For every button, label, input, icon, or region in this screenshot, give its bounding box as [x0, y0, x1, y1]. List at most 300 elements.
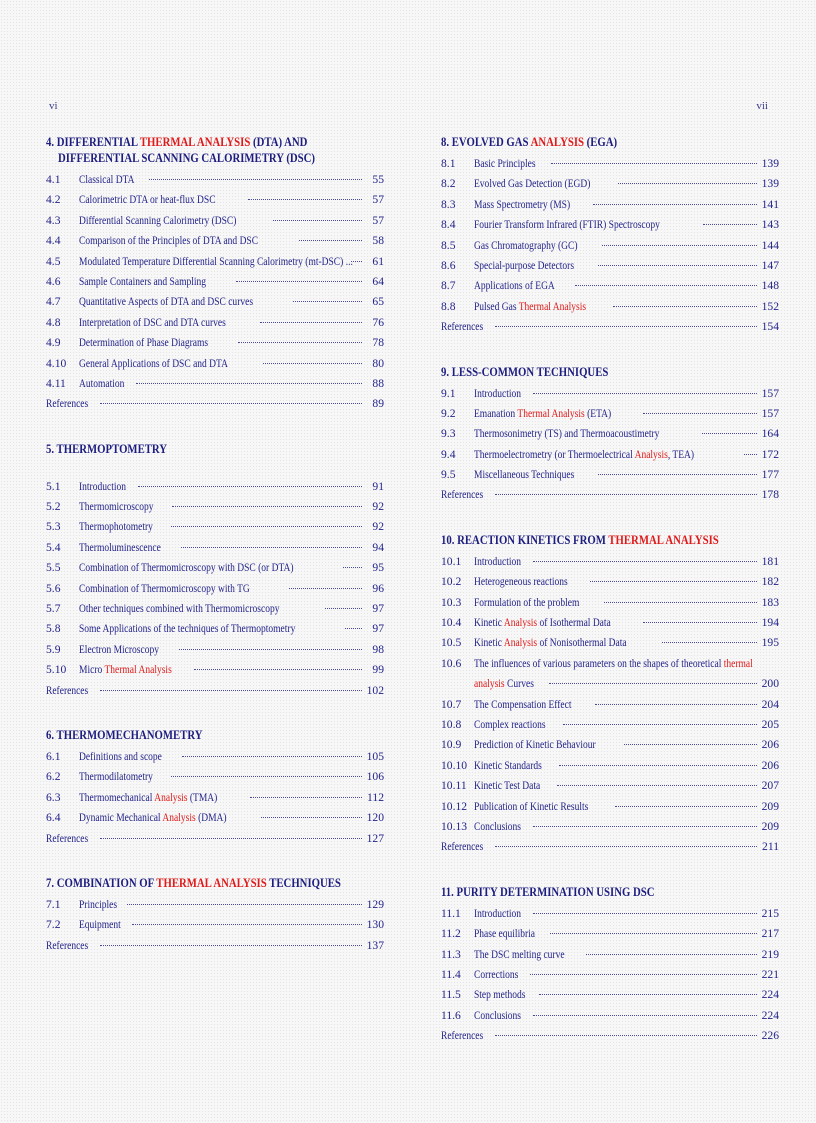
section-title — [79, 497, 153, 517]
section-title-highlight: Thermal Analysis — [518, 299, 587, 313]
references-entry[interactable] — [46, 936, 384, 956]
toc-entry[interactable] — [441, 552, 779, 572]
section-title — [474, 276, 555, 296]
dot-leader — [530, 965, 757, 975]
references-entry[interactable] — [441, 837, 779, 857]
toc-entry[interactable] — [46, 579, 384, 599]
toc-entry[interactable] — [441, 715, 779, 735]
toc-entry[interactable] — [46, 170, 384, 190]
section-title-text: Kinetic Standards — [474, 758, 542, 772]
toc-entry[interactable] — [441, 965, 779, 985]
dot-leader — [495, 837, 758, 847]
section-title — [79, 211, 236, 231]
page-number: 178 — [761, 488, 779, 502]
section-title-text: Dynamic Mechanical — [79, 811, 163, 825]
page-number: 76 — [372, 315, 384, 329]
page-number: 98 — [372, 642, 384, 656]
section-number: 11.5 — [441, 988, 461, 1002]
toc-entry[interactable] — [441, 384, 779, 404]
toc-entry[interactable] — [46, 747, 384, 767]
section-title — [474, 174, 590, 194]
chapter-title — [46, 875, 341, 891]
section-title — [79, 354, 228, 374]
dot-leader — [100, 681, 363, 691]
page-number: 144 — [761, 238, 779, 252]
section-number: 4.5 — [46, 254, 61, 268]
dot-leader — [643, 404, 757, 414]
section-number: 7.1 — [46, 897, 61, 911]
toc-entry[interactable] — [46, 895, 384, 915]
page-number: 129 — [366, 897, 384, 911]
toc-entry[interactable] — [441, 735, 779, 755]
toc-entry[interactable] — [46, 660, 384, 680]
toc-entry[interactable] — [441, 572, 779, 592]
section-title — [474, 674, 534, 694]
references-entry[interactable] — [46, 829, 384, 849]
dot-leader — [182, 747, 362, 757]
section-title-text: Heterogeneous reactions — [474, 575, 568, 589]
dot-leader — [293, 292, 362, 302]
page-number: 120 — [366, 811, 384, 825]
section-title — [474, 384, 521, 404]
section-title-text: Differential Scanning Calorimetry (DSC) — [79, 213, 237, 227]
toc-entry[interactable] — [46, 292, 384, 312]
section-number: 8.5 — [441, 238, 456, 252]
page-number: 57 — [372, 213, 384, 227]
section-number: 10.3 — [441, 595, 462, 609]
section-title-highlight: Analysis — [162, 811, 196, 825]
toc-entry[interactable] — [441, 1006, 779, 1026]
section-number: 4.2 — [46, 193, 61, 207]
dot-leader — [662, 633, 757, 643]
toc-entry[interactable] — [441, 593, 779, 613]
section-title-text: Modulated Temperature Differential Scanning Calorimetry (mt-DSC) ... — [79, 254, 353, 268]
section-title-text: Special-purpose Detectors — [474, 258, 575, 272]
section-title-text: Pulsed Gas — [474, 299, 519, 313]
toc-column-right — [441, 134, 779, 1072]
chapter-title-highlight: THERMAL ANALYSIS — [139, 135, 251, 149]
page-number: 112 — [367, 790, 384, 804]
toc-entry[interactable] — [46, 619, 384, 639]
toc-entry[interactable] — [441, 945, 779, 965]
dot-leader — [533, 817, 757, 827]
toc-entry[interactable] — [441, 776, 779, 796]
section-title-highlight: Thermal Analysis — [104, 663, 172, 677]
section-number: 9.3 — [441, 427, 456, 441]
toc-entry[interactable] — [441, 424, 779, 444]
toc-entry[interactable] — [441, 154, 779, 174]
dot-leader — [551, 154, 757, 164]
dot-leader — [575, 276, 757, 286]
references-entry[interactable] — [441, 1026, 779, 1046]
dot-leader — [345, 619, 362, 629]
dot-leader — [559, 756, 757, 766]
page-number: 217 — [761, 927, 779, 941]
page-number: 182 — [761, 575, 779, 589]
toc-entry[interactable] — [441, 613, 779, 633]
section-title — [474, 965, 518, 985]
section-number: 5.1 — [46, 479, 61, 493]
chapter-title — [46, 727, 337, 743]
dot-leader — [598, 256, 757, 266]
dot-leader — [100, 829, 363, 839]
toc-entry[interactable] — [441, 256, 779, 276]
section-title-text: Publication of Kinetic Results — [474, 799, 589, 813]
dot-leader — [744, 445, 757, 455]
dot-leader — [533, 1006, 757, 1016]
page-number: 89 — [372, 397, 384, 411]
chapter-title-text: 11. PURITY DETERMINATION USING DSC — [441, 884, 655, 899]
section-number: 10.1 — [441, 554, 462, 568]
references-label: References — [441, 320, 484, 334]
dot-leader — [598, 465, 757, 475]
page-number: 206 — [761, 758, 779, 772]
section-title-text: Determination of Phase Diagrams — [79, 336, 209, 350]
section-number: 10.9 — [441, 738, 462, 752]
section-title-text: Definitions and scope — [79, 749, 162, 763]
section-title-suffix: Curves — [504, 677, 534, 691]
toc-entry[interactable] — [441, 817, 779, 837]
toc-entry[interactable] — [441, 215, 779, 235]
page-number: 200 — [761, 677, 779, 691]
dot-leader — [194, 660, 362, 670]
chapter-title — [46, 441, 337, 457]
chapter-title — [441, 364, 732, 380]
section-title — [79, 272, 206, 292]
toc-entry[interactable] — [46, 477, 384, 497]
dot-leader — [495, 485, 758, 495]
toc-entry[interactable] — [441, 674, 779, 694]
section-number: 5.7 — [46, 602, 61, 616]
section-title-highlight: Analysis — [503, 636, 538, 650]
page-number: 205 — [761, 717, 779, 731]
references-entry[interactable] — [441, 317, 779, 337]
page-number: 91 — [372, 479, 384, 493]
toc-entry[interactable] — [46, 788, 384, 808]
toc-entry[interactable] — [441, 276, 779, 296]
toc-entry[interactable] — [441, 797, 779, 817]
section-title-text: Kinetic — [474, 636, 504, 650]
section-number: 9.1 — [441, 386, 456, 400]
section-title-highlight: Analysis — [634, 447, 668, 461]
chapter-section — [441, 532, 779, 858]
section-number: 6.1 — [46, 749, 61, 763]
page-number: 99 — [372, 663, 384, 677]
toc-entry[interactable] — [441, 654, 779, 674]
dot-leader — [595, 695, 757, 705]
section-title-text: Thermosonimetry (TS) and Thermoacoustimetry — [474, 427, 660, 441]
section-number: 8.1 — [441, 157, 456, 170]
chapter-title-text: 7. COMBINATION OF — [46, 875, 157, 890]
section-title-text: Automation — [79, 376, 125, 390]
dot-leader — [181, 538, 362, 548]
toc-entry[interactable] — [441, 445, 779, 465]
section-number: 10.2 — [441, 575, 462, 589]
section-number: 8.8 — [441, 299, 456, 313]
toc-entry[interactable] — [441, 924, 779, 944]
dot-leader — [343, 558, 362, 568]
toc-entry[interactable] — [46, 808, 384, 828]
references-label: References — [46, 938, 89, 952]
section-number: 4.3 — [46, 213, 61, 227]
section-title — [474, 1006, 521, 1026]
section-title-text: The DSC melting curve — [474, 947, 565, 961]
references-entry[interactable] — [46, 394, 384, 414]
dot-leader — [172, 497, 362, 507]
section-title — [79, 190, 216, 210]
dot-leader — [703, 215, 757, 225]
chapter-title-highlight: THERMAL ANALYSIS — [608, 532, 719, 547]
section-title-text: Gas Chromatography (GC) — [474, 238, 578, 252]
dot-leader — [533, 904, 757, 914]
section-title-text: Combination of Thermomicroscopy with DSC (or DTA) — [79, 561, 294, 575]
section-title-text: Thermoluminescence — [79, 540, 161, 554]
section-number: 10.7 — [441, 697, 462, 711]
dot-leader — [171, 767, 362, 777]
toc-entry[interactable] — [441, 174, 779, 194]
page-number: 61 — [372, 254, 384, 268]
toc-entry[interactable] — [441, 633, 779, 653]
section-title — [79, 231, 258, 251]
section-title — [79, 747, 162, 767]
page-number: 95 — [372, 561, 384, 575]
section-title — [79, 767, 153, 787]
toc-entry[interactable] — [46, 374, 384, 394]
section-number: 4.6 — [46, 274, 61, 288]
section-number: 5.6 — [46, 581, 61, 595]
toc-entry[interactable] — [46, 272, 384, 292]
page-number: 147 — [761, 258, 779, 272]
toc-entry[interactable] — [46, 190, 384, 210]
references-label: References — [441, 1029, 484, 1043]
dot-leader — [289, 579, 362, 589]
toc-entry[interactable] — [46, 599, 384, 619]
dot-leader — [136, 374, 362, 384]
section-title — [474, 633, 627, 653]
section-number: 4.10 — [46, 356, 67, 370]
page-number: 195 — [761, 636, 779, 650]
section-title-highlight: Thermal Analysis — [517, 406, 585, 420]
toc-entry[interactable] — [46, 252, 384, 272]
dot-leader — [238, 333, 362, 343]
section-title — [474, 756, 542, 776]
toc-entry[interactable] — [46, 313, 384, 333]
section-title-text: Kinetic — [474, 616, 504, 630]
references-label: References — [46, 831, 89, 845]
page-number: 215 — [761, 906, 779, 920]
section-title-text: The Compensation Effect — [474, 697, 572, 711]
section-title — [79, 788, 217, 808]
section-number: 10.8 — [441, 717, 462, 731]
page-number: 65 — [372, 295, 384, 309]
section-title — [474, 613, 611, 633]
page-number: 64 — [372, 274, 384, 288]
page-number: 204 — [761, 697, 779, 711]
section-title-text: Emanation — [474, 406, 518, 420]
section-title-text: The influences of various parameters on the shapes of theoretical — [474, 656, 724, 670]
section-title-text: Thermodilatometry — [79, 770, 153, 784]
page-number: 219 — [761, 947, 779, 961]
section-title-text: Conclusions — [474, 1008, 522, 1022]
section-number: 10.6 — [441, 656, 462, 670]
chapter-title — [441, 532, 732, 548]
references-entry[interactable] — [46, 681, 384, 701]
section-title — [474, 404, 611, 424]
section-title-text: Classical DTA — [79, 173, 135, 186]
page-number: 106 — [366, 770, 384, 784]
section-title-text: Miscellaneous Techniques — [474, 468, 575, 482]
toc-entry[interactable] — [441, 985, 779, 1005]
section-title — [474, 924, 535, 944]
toc-entry[interactable] — [441, 695, 779, 715]
section-title — [474, 297, 586, 317]
section-number: 8.2 — [441, 177, 456, 191]
page-number: 80 — [372, 356, 384, 370]
toc-entry[interactable] — [441, 756, 779, 776]
page-number: 194 — [761, 616, 779, 630]
page-number: 206 — [761, 738, 779, 752]
section-title-text: Thermophotometry — [79, 520, 153, 534]
page-number: 209 — [761, 799, 779, 813]
section-title-suffix: of Isothermal Data — [537, 616, 611, 630]
dot-leader — [563, 715, 757, 725]
section-title — [474, 715, 546, 735]
dot-leader — [550, 924, 757, 934]
references-entry[interactable] — [441, 485, 779, 505]
dot-leader — [539, 985, 757, 995]
chapter-title — [46, 134, 337, 166]
toc-entry[interactable] — [441, 297, 779, 317]
chapter-title-line2: DIFFERENTIAL SCANNING CALORIMETRY (DSC) — [58, 151, 315, 165]
page-number: 207 — [761, 779, 779, 793]
toc-entry[interactable] — [441, 465, 779, 485]
toc-entry[interactable] — [46, 211, 384, 231]
toc-entry[interactable] — [46, 558, 384, 578]
section-number: 4.9 — [46, 336, 61, 350]
chapter-title-text: 4. DIFFERENTIAL — [46, 135, 140, 149]
references-label: References — [441, 840, 484, 854]
section-title-text: Calorimetric DTA or heat-flux DSC — [79, 193, 216, 207]
section-title-text: Combination of Thermomicroscopy with TG — [79, 581, 250, 595]
page-number: 211 — [762, 840, 779, 854]
section-title — [474, 195, 570, 215]
section-number: 6.2 — [46, 770, 61, 784]
toc-entry[interactable] — [441, 195, 779, 215]
section-number: 5.10 — [46, 663, 67, 677]
toc-entry[interactable] — [441, 404, 779, 424]
dot-leader — [549, 674, 757, 684]
section-title — [474, 904, 521, 924]
section-number: 11.2 — [441, 927, 461, 941]
section-title-suffix: (ETA) — [584, 406, 612, 420]
section-number: 8.4 — [441, 218, 456, 232]
toc-entry[interactable] — [46, 497, 384, 517]
dot-leader — [586, 945, 757, 955]
section-title — [474, 572, 568, 592]
toc-entry[interactable] — [46, 333, 384, 353]
dot-leader — [138, 477, 362, 487]
toc-entry[interactable] — [46, 354, 384, 374]
section-title-text: Formulation of the problem — [474, 595, 580, 609]
page-number: 139 — [761, 157, 779, 170]
section-number: 10.13 — [441, 819, 468, 833]
page-number: 177 — [761, 468, 779, 482]
page-number: 137 — [366, 938, 384, 952]
dot-leader — [171, 517, 362, 527]
page-number: 148 — [761, 279, 779, 293]
toc-entry[interactable] — [441, 236, 779, 256]
section-number: 11.1 — [441, 906, 461, 920]
dot-leader — [263, 354, 362, 364]
toc-entry[interactable] — [46, 915, 384, 935]
section-title-text: Fourier Transform Infrared (FTIR) Spectroscopy — [474, 218, 660, 232]
section-title-text: Thermomechanical — [79, 790, 155, 804]
section-title-text: Thermomicroscopy — [79, 500, 154, 514]
section-title — [474, 593, 579, 613]
section-number: 9.5 — [441, 468, 456, 482]
toc-entry[interactable] — [46, 538, 384, 558]
section-title-text: Thermoelectrometry (or Thermoelectrical — [474, 447, 635, 461]
section-title-text: Interpretation of DSC and DTA curves — [79, 315, 226, 329]
page-number: 92 — [372, 500, 384, 514]
toc-entry[interactable] — [46, 640, 384, 660]
section-title — [79, 640, 159, 660]
dot-leader — [100, 936, 363, 946]
section-title — [474, 945, 565, 965]
section-title — [474, 776, 540, 796]
section-number: 7.2 — [46, 918, 61, 932]
toc-entry[interactable] — [46, 517, 384, 537]
chapter-title — [441, 884, 732, 900]
section-number: 10.4 — [441, 616, 462, 630]
chapter-title-suffix: (EGA) — [583, 135, 618, 149]
section-title — [79, 558, 294, 578]
chapter-section — [46, 441, 384, 701]
page-number: 58 — [372, 234, 384, 248]
section-title — [474, 256, 574, 276]
dot-leader — [624, 735, 757, 745]
section-number: 4.1 — [46, 173, 61, 186]
section-number: 6.4 — [46, 811, 61, 825]
page-number: 164 — [761, 427, 779, 441]
dot-leader — [325, 599, 362, 609]
section-title — [474, 735, 596, 755]
references-label: References — [46, 683, 89, 697]
chapter-title — [441, 134, 732, 150]
section-title — [474, 797, 588, 817]
section-title-text: Kinetic Test Data — [474, 779, 541, 793]
toc-entry[interactable] — [441, 904, 779, 924]
dot-leader — [127, 895, 362, 905]
toc-entry[interactable] — [46, 767, 384, 787]
section-title — [79, 477, 126, 497]
section-title-highlight: Analysis — [154, 790, 188, 804]
toc-entry[interactable] — [46, 231, 384, 251]
section-title — [474, 817, 521, 837]
page-number: 226 — [761, 1029, 779, 1043]
section-title-text: Introduction — [474, 386, 521, 400]
dot-leader — [100, 394, 363, 404]
section-number: 8.7 — [441, 279, 456, 293]
chapter-section — [46, 134, 384, 415]
section-number: 5.4 — [46, 540, 61, 554]
section-title-text: Step methods — [474, 988, 526, 1002]
dot-leader — [236, 272, 362, 282]
chapter-title-text: 9. LESS-COMMON TECHNIQUES — [441, 364, 609, 379]
dot-leader — [299, 231, 362, 241]
section-number: 11.3 — [441, 947, 461, 961]
section-title — [79, 619, 295, 639]
